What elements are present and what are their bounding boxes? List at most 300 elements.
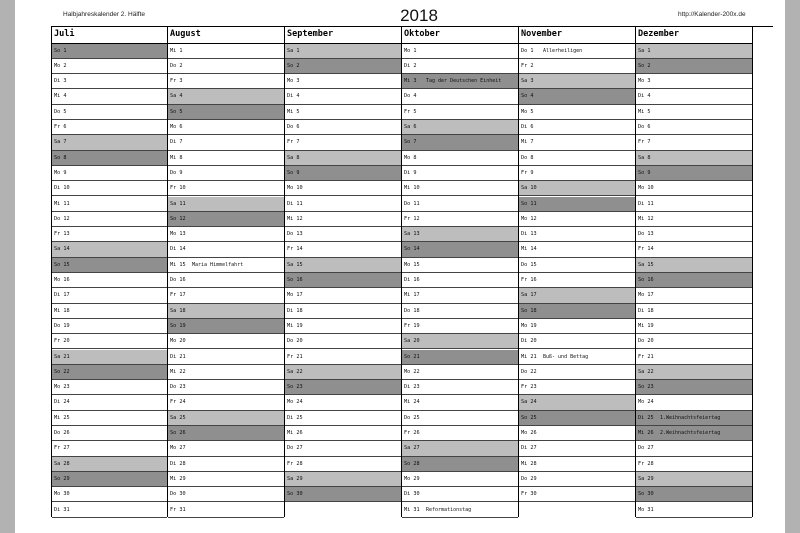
day-label: So 4 xyxy=(521,93,534,100)
day-cell xyxy=(168,258,284,273)
day-cell xyxy=(636,181,752,196)
day-cell xyxy=(636,74,752,89)
day-label: Do 6 xyxy=(638,124,651,130)
website-url: http://Kalender-200x.de xyxy=(678,11,746,18)
day-cell xyxy=(168,44,284,59)
day-label: Mo 3 xyxy=(638,78,651,85)
day-cell xyxy=(52,120,167,135)
calendar-year: 2018 xyxy=(400,6,438,25)
day-cell xyxy=(168,288,284,303)
day-cell xyxy=(285,395,401,410)
day-label: Mo 16 xyxy=(54,277,70,283)
calendar-grid xyxy=(51,26,773,517)
day-cell xyxy=(168,350,284,365)
day-label: Di 3 xyxy=(54,78,67,85)
day-label: Sa 15 xyxy=(638,261,654,268)
day-cell xyxy=(285,212,401,227)
day-cell xyxy=(519,151,635,166)
day-label: So 30 xyxy=(638,491,654,498)
day-cell xyxy=(402,258,518,273)
day-label: Sa 24 xyxy=(521,399,537,406)
day-cell xyxy=(52,212,167,227)
day-cell xyxy=(519,105,635,120)
day-cell xyxy=(519,242,635,257)
day-label: So 23 xyxy=(638,384,654,391)
day-cell xyxy=(636,166,752,181)
day-label: Sa 4 xyxy=(170,93,183,100)
day-label: Do 11 xyxy=(404,200,420,207)
day-label: Mi 10 xyxy=(404,185,420,192)
day-cell xyxy=(519,258,635,273)
day-label: Mi 3 xyxy=(404,78,417,85)
month-column-august xyxy=(168,27,285,517)
calendar-subtitle: Halbjahreskalender 2. Hälfte xyxy=(63,11,146,18)
day-label: Sa 15 xyxy=(287,261,303,268)
day-label: Sa 10 xyxy=(521,185,537,192)
day-label: Mo 12 xyxy=(521,215,537,222)
day-label: Sa 8 xyxy=(287,154,300,161)
day-cell xyxy=(519,59,635,74)
day-label: Mi 25 xyxy=(54,414,70,421)
day-cell xyxy=(636,120,752,135)
day-label: Di 25 xyxy=(287,414,303,421)
holiday-note: Maria Himmelfahrt xyxy=(192,261,244,268)
day-label: Mo 26 xyxy=(521,430,537,436)
day-cell xyxy=(168,441,284,456)
day-label: Mo 1 xyxy=(404,47,417,54)
day-label: Fr 12 xyxy=(404,215,420,222)
day-label: Di 17 xyxy=(54,292,70,299)
day-label: Sa 25 xyxy=(170,414,186,421)
day-cell xyxy=(285,166,401,181)
day-cell xyxy=(636,350,752,365)
day-label: Mi 28 xyxy=(521,460,537,467)
day-label: Mo 30 xyxy=(54,491,70,498)
day-label: Sa 17 xyxy=(521,292,537,299)
day-label: Mo 22 xyxy=(404,368,420,375)
day-label: Mi 11 xyxy=(54,200,70,207)
day-cell xyxy=(168,304,284,319)
day-label: Mi 12 xyxy=(638,215,654,222)
day-cell xyxy=(52,273,167,288)
day-label: Sa 29 xyxy=(287,475,303,482)
day-label: So 1 xyxy=(54,47,67,54)
day-label: So 2 xyxy=(638,62,651,69)
day-cell xyxy=(636,89,752,104)
day-label: So 16 xyxy=(638,277,654,283)
month-column-september xyxy=(285,27,402,517)
day-label: Fr 20 xyxy=(54,338,70,345)
day-cell xyxy=(285,151,401,166)
day-label: Mo 2 xyxy=(54,62,67,69)
month-header: Oktober xyxy=(402,27,518,44)
day-cell xyxy=(285,319,401,334)
calendar-sheet xyxy=(15,0,785,533)
day-label: So 9 xyxy=(287,169,300,176)
day-label: Do 30 xyxy=(170,491,186,498)
day-cell xyxy=(519,288,635,303)
day-label: Do 13 xyxy=(287,231,303,238)
day-cell xyxy=(52,166,167,181)
day-label: Mo 23 xyxy=(54,384,70,391)
day-cell xyxy=(636,288,752,303)
day-cell xyxy=(285,334,401,349)
day-cell xyxy=(52,441,167,456)
day-cell xyxy=(285,74,401,89)
day-cell xyxy=(636,151,752,166)
day-cell xyxy=(168,457,284,472)
day-label: Sa 11 xyxy=(170,200,186,207)
day-label: Fr 14 xyxy=(638,246,654,253)
day-label: So 15 xyxy=(54,261,70,268)
day-cell xyxy=(636,395,752,410)
day-label: Sa 22 xyxy=(638,368,654,375)
day-label: Mo 10 xyxy=(638,185,654,192)
day-cell xyxy=(519,181,635,196)
day-cell xyxy=(636,227,752,242)
day-label: So 26 xyxy=(170,430,186,436)
day-label: Mo 27 xyxy=(170,445,186,452)
holiday-note: Buß- und Bettag xyxy=(543,353,589,360)
day-cell xyxy=(168,380,284,395)
day-cell xyxy=(402,59,518,74)
day-cell xyxy=(402,44,518,59)
day-label: Do 27 xyxy=(287,445,303,452)
day-cell xyxy=(636,441,752,456)
day-cell xyxy=(519,487,635,502)
day-cell xyxy=(168,365,284,380)
day-cell xyxy=(168,395,284,410)
day-label: So 11 xyxy=(521,200,537,207)
day-cell xyxy=(519,426,635,441)
day-cell xyxy=(52,487,167,502)
day-cell xyxy=(636,242,752,257)
day-cell xyxy=(519,212,635,227)
day-label: Fr 26 xyxy=(404,430,420,436)
day-label: Mo 10 xyxy=(287,185,303,192)
day-label: Di 30 xyxy=(404,491,420,498)
day-cell xyxy=(636,105,752,120)
day-cell xyxy=(52,59,167,74)
day-cell xyxy=(636,334,752,349)
day-cell xyxy=(402,334,518,349)
day-cell xyxy=(402,227,518,242)
day-cell xyxy=(52,105,167,120)
day-cell xyxy=(285,426,401,441)
day-cell xyxy=(636,59,752,74)
day-label: Do 19 xyxy=(54,322,70,329)
day-label: Fr 6 xyxy=(54,124,67,130)
day-label: Do 22 xyxy=(521,368,537,375)
day-cell xyxy=(168,227,284,242)
day-label: Mi 5 xyxy=(638,108,651,115)
day-cell xyxy=(636,380,752,395)
day-label: Mi 26 xyxy=(638,430,654,436)
day-label: Mi 22 xyxy=(170,368,186,375)
day-label: So 21 xyxy=(404,353,420,360)
month-header: Juli xyxy=(52,27,167,44)
day-cell xyxy=(519,441,635,456)
day-cell xyxy=(519,350,635,365)
holiday-note: Reformationstag xyxy=(426,506,472,513)
day-cell xyxy=(519,380,635,395)
day-label: Fr 28 xyxy=(638,460,654,467)
day-cell xyxy=(402,74,518,89)
day-cell xyxy=(519,304,635,319)
day-label: Sa 7 xyxy=(54,139,67,146)
day-label: So 19 xyxy=(170,322,186,329)
day-cell xyxy=(285,227,401,242)
day-cell xyxy=(285,472,401,487)
month-header: November xyxy=(519,27,635,44)
day-label: Fr 10 xyxy=(170,185,186,192)
day-cell xyxy=(636,273,752,288)
day-cell xyxy=(402,181,518,196)
day-label: Mi 26 xyxy=(287,430,303,436)
day-label: Mi 31 xyxy=(404,506,420,513)
day-cell xyxy=(402,319,518,334)
day-cell xyxy=(402,426,518,441)
day-label: Mo 20 xyxy=(170,338,186,345)
day-label: Mi 24 xyxy=(404,399,420,406)
day-label: Mo 24 xyxy=(287,399,303,406)
day-label: So 9 xyxy=(638,169,651,176)
day-label: So 2 xyxy=(287,62,300,69)
day-cell xyxy=(168,472,284,487)
day-cell xyxy=(519,411,635,426)
day-cell xyxy=(636,44,752,59)
day-label: Sa 13 xyxy=(404,231,420,238)
day-cell xyxy=(285,181,401,196)
day-label: Di 11 xyxy=(638,200,654,207)
day-label: Mi 7 xyxy=(521,139,534,146)
day-label: Sa 27 xyxy=(404,445,420,452)
day-cell xyxy=(52,44,167,59)
day-cell xyxy=(52,258,167,273)
day-label: Sa 21 xyxy=(54,353,70,360)
holiday-note: 1.Weihnachtsfeiertag xyxy=(660,414,721,421)
day-cell xyxy=(402,472,518,487)
day-cell xyxy=(52,395,167,410)
day-label: Mo 17 xyxy=(287,292,303,299)
day-label: So 28 xyxy=(404,460,420,467)
day-cell xyxy=(636,365,752,380)
day-label: Sa 6 xyxy=(404,124,417,130)
day-label: Mo 29 xyxy=(404,475,420,482)
day-label: Mi 19 xyxy=(287,322,303,329)
day-cell xyxy=(52,411,167,426)
day-label: Di 21 xyxy=(170,353,186,360)
day-label: Do 29 xyxy=(521,475,537,482)
day-cell xyxy=(52,151,167,166)
day-cell xyxy=(519,227,635,242)
day-cell xyxy=(168,166,284,181)
day-label: Fr 9 xyxy=(521,169,534,176)
month-column-november xyxy=(519,27,636,517)
day-label: Di 23 xyxy=(404,384,420,391)
day-cell xyxy=(168,105,284,120)
day-label: Do 12 xyxy=(54,215,70,222)
day-cell xyxy=(52,380,167,395)
day-cell xyxy=(519,273,635,288)
day-cell xyxy=(168,242,284,257)
month-column-dezember xyxy=(636,27,753,517)
day-label: Do 20 xyxy=(638,338,654,345)
day-label: Mo 9 xyxy=(54,169,67,176)
day-cell xyxy=(52,288,167,303)
day-cell xyxy=(519,197,635,212)
day-cell xyxy=(52,350,167,365)
day-label: Di 16 xyxy=(404,277,420,283)
day-label: Mi 12 xyxy=(287,215,303,222)
day-label: Do 25 xyxy=(404,414,420,421)
day-cell xyxy=(636,411,752,426)
day-label: Mi 19 xyxy=(638,322,654,329)
day-cell xyxy=(52,181,167,196)
day-cell xyxy=(168,120,284,135)
day-label: So 25 xyxy=(521,414,537,421)
day-cell xyxy=(402,503,518,518)
day-cell xyxy=(636,197,752,212)
day-label: Do 23 xyxy=(170,384,186,391)
day-label: Mo 17 xyxy=(638,292,654,299)
day-label: So 30 xyxy=(287,491,303,498)
day-label: Di 28 xyxy=(170,460,186,467)
day-label: So 18 xyxy=(521,307,537,314)
day-label: Do 8 xyxy=(521,154,534,161)
day-cell xyxy=(402,365,518,380)
day-label: Mi 29 xyxy=(170,475,186,482)
day-label: Sa 3 xyxy=(521,78,534,85)
day-cell xyxy=(285,288,401,303)
day-label: Sa 22 xyxy=(287,368,303,375)
day-cell xyxy=(636,503,752,518)
day-label: Fr 24 xyxy=(170,399,186,406)
day-label: So 23 xyxy=(287,384,303,391)
day-label: So 22 xyxy=(54,368,70,375)
day-cell xyxy=(285,44,401,59)
day-label: Mi 21 xyxy=(521,353,537,360)
day-label: Fr 16 xyxy=(521,277,537,283)
day-label: Di 14 xyxy=(170,246,186,253)
day-label: Sa 20 xyxy=(404,338,420,345)
day-cell xyxy=(285,457,401,472)
day-cell xyxy=(402,197,518,212)
day-label: Fr 30 xyxy=(521,491,537,498)
day-cell xyxy=(402,380,518,395)
day-label: Do 9 xyxy=(170,169,183,176)
day-label: Do 27 xyxy=(638,445,654,452)
month-header: September xyxy=(285,27,401,44)
day-label: Mi 5 xyxy=(287,108,300,115)
day-cell xyxy=(168,212,284,227)
day-cell xyxy=(285,242,401,257)
day-cell xyxy=(519,44,635,59)
day-label: Di 2 xyxy=(404,62,417,69)
day-cell xyxy=(402,120,518,135)
day-label: Fr 14 xyxy=(287,246,303,253)
day-label: Mo 5 xyxy=(521,108,534,115)
day-cell xyxy=(168,181,284,196)
day-label: Di 4 xyxy=(287,93,300,100)
day-cell xyxy=(402,135,518,150)
day-cell xyxy=(168,197,284,212)
holiday-note: Allerheiligen xyxy=(543,47,583,54)
day-label: Fr 28 xyxy=(287,460,303,467)
day-label: So 14 xyxy=(404,246,420,253)
day-label: Sa 28 xyxy=(54,460,70,467)
day-label: Mo 3 xyxy=(287,78,300,85)
day-label: Di 9 xyxy=(404,169,417,176)
day-label: Di 18 xyxy=(638,307,654,314)
day-label: Di 25 xyxy=(638,414,654,421)
day-cell xyxy=(636,319,752,334)
day-label: Fr 3 xyxy=(170,78,183,85)
day-cell xyxy=(519,472,635,487)
day-label: Sa 29 xyxy=(638,475,654,482)
day-cell xyxy=(402,166,518,181)
day-label: Di 13 xyxy=(521,231,537,238)
day-label: So 29 xyxy=(54,475,70,482)
day-label: So 12 xyxy=(170,215,186,222)
day-cell xyxy=(168,334,284,349)
day-label: Mo 24 xyxy=(638,399,654,406)
day-cell xyxy=(519,74,635,89)
day-label: Fr 31 xyxy=(170,506,186,513)
day-cell xyxy=(402,350,518,365)
day-label: Do 6 xyxy=(287,124,300,130)
day-cell xyxy=(402,457,518,472)
day-label: Mi 18 xyxy=(54,307,70,314)
day-label: Fr 5 xyxy=(404,108,417,115)
day-label: Mo 19 xyxy=(521,322,537,329)
day-label: Sa 14 xyxy=(54,246,70,253)
day-cell xyxy=(52,242,167,257)
day-label: So 8 xyxy=(54,154,67,161)
day-label: Mo 8 xyxy=(404,154,417,161)
day-cell xyxy=(52,334,167,349)
day-label: Fr 19 xyxy=(404,322,420,329)
day-cell xyxy=(168,487,284,502)
day-cell xyxy=(168,74,284,89)
day-label: Di 31 xyxy=(54,506,70,513)
day-cell xyxy=(52,426,167,441)
day-cell xyxy=(285,135,401,150)
day-cell xyxy=(168,319,284,334)
day-cell xyxy=(636,426,752,441)
day-cell xyxy=(52,304,167,319)
day-label: Do 15 xyxy=(521,261,537,268)
day-label: Mo 13 xyxy=(170,231,186,238)
day-label: Di 24 xyxy=(54,399,70,406)
day-cell xyxy=(285,89,401,104)
day-label: Mi 17 xyxy=(404,292,420,299)
day-cell xyxy=(285,105,401,120)
day-cell xyxy=(402,395,518,410)
day-cell xyxy=(402,487,518,502)
day-label: Di 10 xyxy=(54,185,70,192)
day-cell xyxy=(52,472,167,487)
day-cell xyxy=(52,503,167,518)
day-cell xyxy=(519,365,635,380)
day-cell xyxy=(285,350,401,365)
month-header: Dezember xyxy=(636,27,752,44)
day-label: Do 20 xyxy=(287,338,303,345)
day-cell xyxy=(285,441,401,456)
day-cell xyxy=(52,365,167,380)
day-cell xyxy=(285,273,401,288)
day-cell xyxy=(519,120,635,135)
